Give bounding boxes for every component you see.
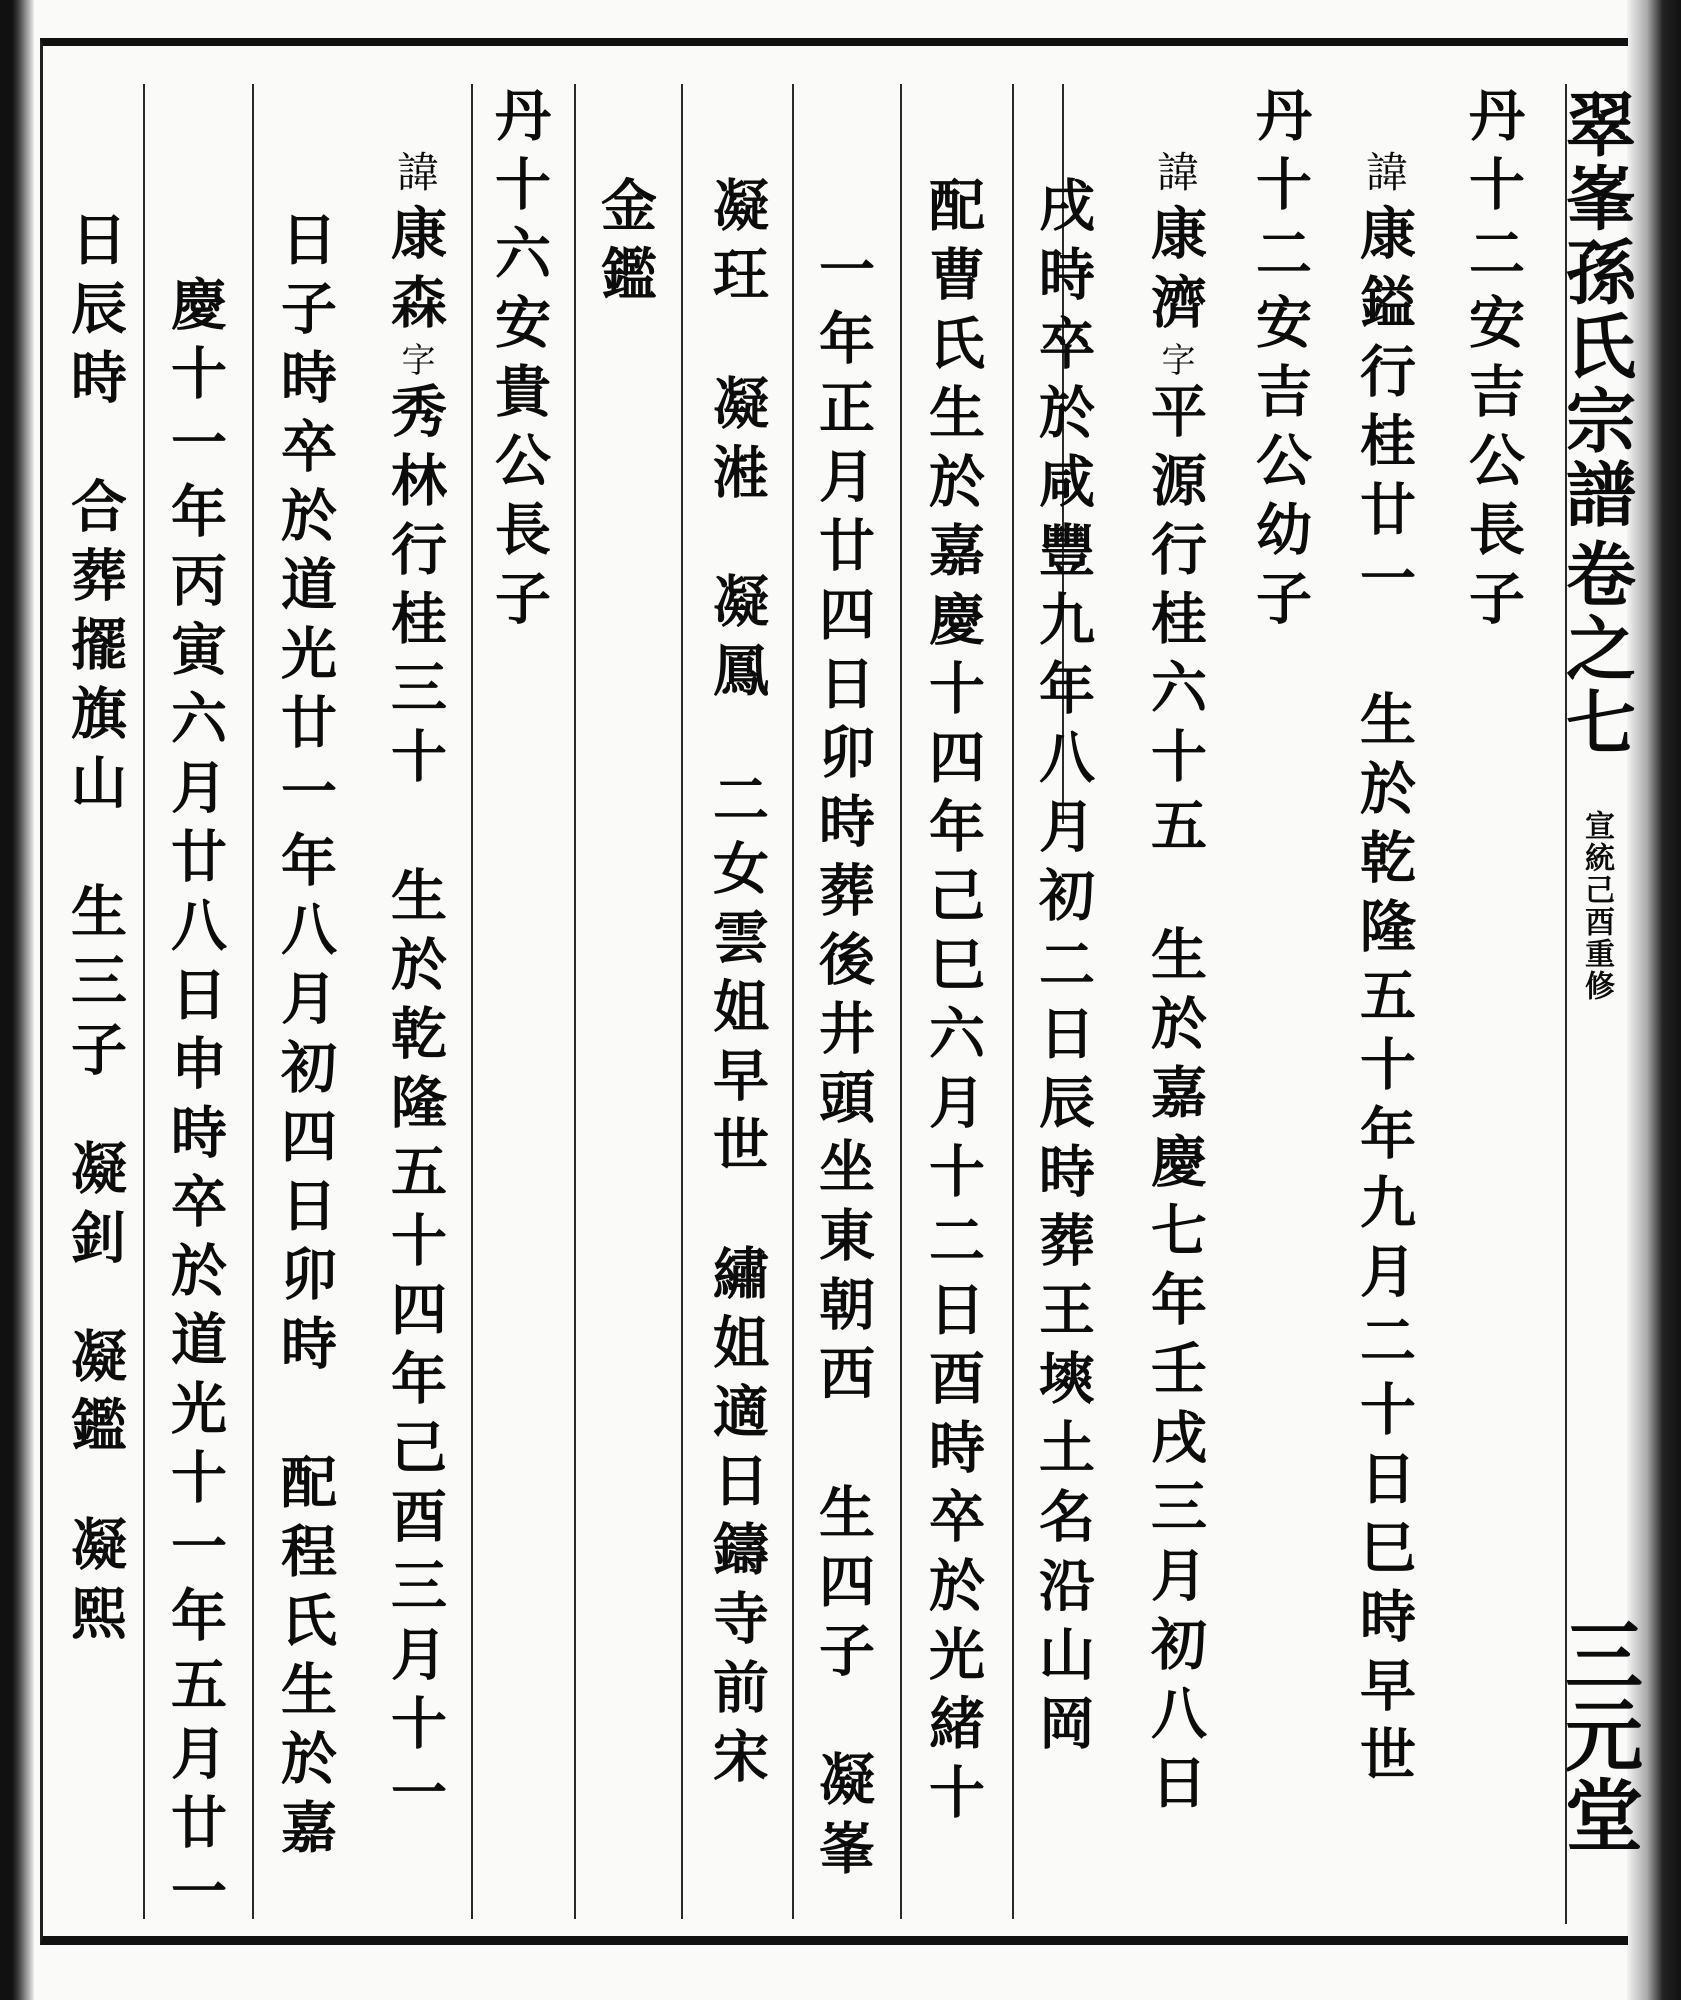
book-binding-edge <box>0 0 34 2000</box>
column-segment: 凝熙 <box>62 1515 128 1653</box>
text-column-6 <box>918 176 988 1832</box>
column-segment: 一年正月廿四日卯時葬後井頭坐東朝西 <box>810 240 876 1413</box>
column-segment: 繡姐適日鑄寺前宋 <box>704 1244 770 1796</box>
publisher-label: 三元堂 <box>1552 1615 1643 1855</box>
column-segment: 合葬擺旗山 <box>62 477 128 822</box>
text-column-13 <box>160 275 230 1931</box>
column-segment: 生四子 <box>810 1483 876 1690</box>
column-segment: 日辰時 <box>62 210 128 417</box>
book-title: 翠峯孫氏宗譜 <box>1554 88 1638 532</box>
edition-label: 宣統己酉重修 <box>1579 810 1614 1002</box>
column-segment: 配程氏生於嘉 <box>272 1453 338 1867</box>
column-segment: 康濟 <box>1142 204 1208 342</box>
edition-band <box>1570 810 1622 1002</box>
text-column-12 <box>270 210 340 1867</box>
text-column-4 <box>1140 150 1210 1822</box>
column-rule <box>1012 84 1014 1919</box>
column-segment: 二女雲姐早世 <box>704 770 770 1184</box>
column-rule <box>143 84 145 1919</box>
column-segment: 戌時卒於咸豐九年八月初二日辰時葬王塽土名沿山岡 <box>1030 176 1096 1763</box>
column-rule <box>900 84 902 1919</box>
column-rule <box>574 84 576 1919</box>
column-segment: 凝釗 <box>62 1139 128 1277</box>
column-segment: 諱 <box>391 150 440 204</box>
column-rule <box>681 84 683 1919</box>
column-segment: 諱 <box>1360 150 1409 204</box>
column-segment: 生三子 <box>62 882 128 1089</box>
column-segment: 日子時卒於道光廿一年八月初四日卯時 <box>272 210 338 1383</box>
text-column-10 <box>484 86 554 638</box>
column-segment: 丹十二安吉公幼子 <box>1247 86 1313 638</box>
text-column-7 <box>808 240 878 1888</box>
column-segment: 生於乾隆五十四年己酉三月十一 <box>382 866 448 1832</box>
column-segment: 諱 <box>1151 150 1200 204</box>
column-segment: 秀林行桂三十 <box>382 382 448 796</box>
column-segment: 平源行桂六十五 <box>1142 382 1208 865</box>
column-segment: 凝玨 <box>704 176 770 314</box>
header-band <box>1554 88 1638 760</box>
column-segment: 康森 <box>382 204 448 342</box>
column-rule <box>252 84 254 1919</box>
text-column-9 <box>590 176 660 314</box>
text-column-8 <box>702 176 772 1796</box>
column-segment: 凝峯 <box>810 1750 876 1888</box>
column-rule <box>471 84 473 1919</box>
column-segment: 慶十一年丙寅六月廿八日申時卒於道光十一年五月廿一 <box>162 275 228 1931</box>
column-segment: 配曹氏生於嘉慶十四年己巳六月十二日酉時卒於光緒十 <box>920 176 986 1832</box>
column-segment: 生於嘉慶七年壬戌三月初八日 <box>1142 925 1208 1822</box>
column-segment: 字 <box>395 342 435 382</box>
text-column-11 <box>380 150 450 1832</box>
column-segment: 丹十二安吉公長子 <box>1460 86 1526 638</box>
text-column-14 <box>60 210 130 1653</box>
text-column-3 <box>1245 86 1315 638</box>
column-segment: 丹十六安貴公長子 <box>486 86 552 638</box>
column-rule <box>792 84 794 1919</box>
publisher-band <box>1552 1615 1643 1855</box>
column-segment: 字 <box>1155 342 1195 382</box>
column-segment: 生於乾隆五十年九月二十日巳時早世 <box>1351 690 1417 1794</box>
column-segment: 康鎰行桂廿一 <box>1351 204 1417 618</box>
column-segment: 金鑑 <box>592 176 658 314</box>
column-segment: 凝鳳 <box>704 572 770 710</box>
text-column-2 <box>1349 150 1419 1794</box>
volume-label: 卷之七 <box>1554 538 1638 760</box>
text-column-5 <box>1028 176 1098 1763</box>
column-segment: 凝鑑 <box>62 1327 128 1465</box>
text-column-1 <box>1458 86 1528 638</box>
column-segment: 凝溎 <box>704 374 770 512</box>
